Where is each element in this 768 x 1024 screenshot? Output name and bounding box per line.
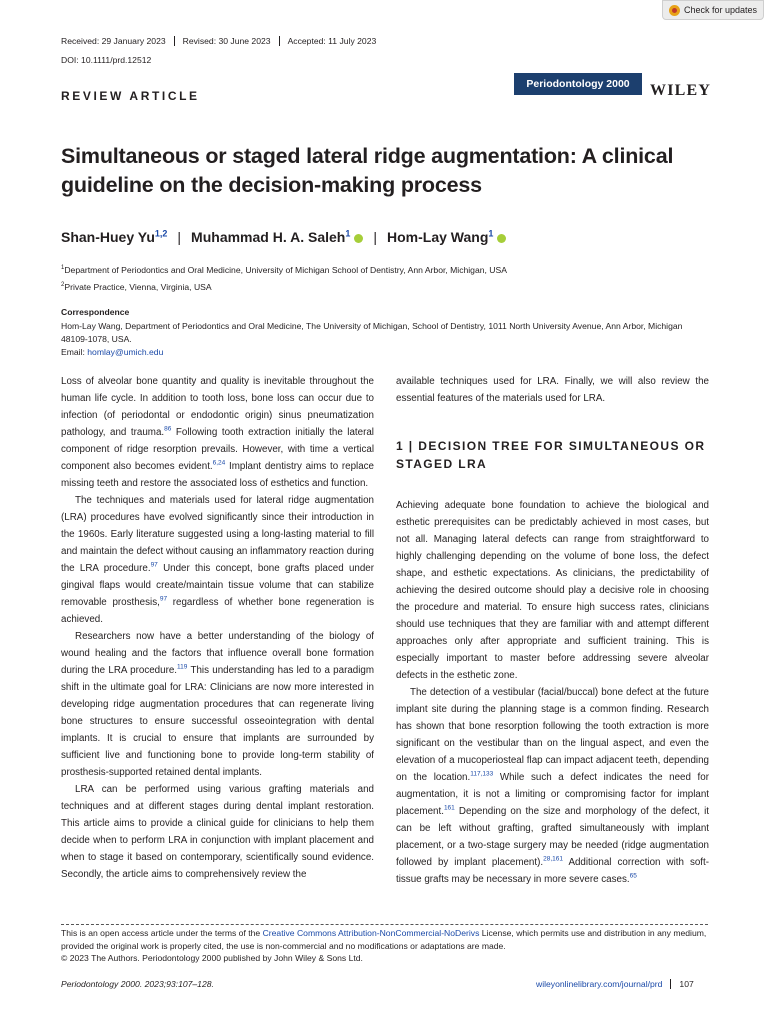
article-title: Simultaneous or staged lateral ridge augmentation: A clinical guideline on the decision-making process — [61, 144, 674, 197]
author-separator: | — [177, 229, 182, 245]
accepted-date: Accepted: 11 July 2023 — [279, 36, 385, 46]
citation-link[interactable]: 86 — [164, 425, 172, 433]
orcid-icon[interactable] — [354, 234, 363, 243]
affiliation-1: $^1$Department of Periodontics and Oral Medicine, University of Michigan School of Dentistry, Ann Arbor, Michigan, USA — [61, 265, 507, 275]
paragraph: The detection of a vestibular (facial/buccal) bone defect at the future implant site during the planning stage is a common finding. Research has shown that bone resorption following the tooth extraction is more significant on the vestibular than on the lingual aspect, and even the elevation of a mucoperiosteal flap can impact adjacent teeth, depending on the location.$^{117,133}$ While such a defect indicates the need for augmentation, it is not a limiting or compromising factor for implant placement.$^{161}$ Depending on the size and morphology of the defect, it can be left without grafting, grafted simultaneously with implant placement, or a two-stage surgery may be needed (ridge augmentation followed by implant placement).$^{28,161}$ Additional correction with soft-tissue grafts may be necessary in more severe cases.$^{65}$ — [396, 687, 709, 885]
email-link[interactable]: homlay@umich.edu — [87, 347, 164, 357]
paragraph: Loss of alveolar bone quantity and quality is inevitable throughout the human life cycle. In addition to tooth loss, bone loss can occur due to infection (of periodontal or endodontic origin) sinus pneumatization pathology, and trauma.$^{86}$ Following tooth extraction initially the lateral component of ridge resorption prevails. However, with time a vertical component also becomes evident.$^{6,24}$ Implant dentistry aims to replace missing teeth and restore the associated loss of esthetics and function. — [61, 376, 374, 489]
author-3[interactable]: Hom-Lay Wang$^1$ — [387, 228, 494, 245]
citation-link[interactable]: 6,24 — [212, 459, 226, 467]
affiliation-2: $^2$Private Practice, Vienna, Virginia, USA — [61, 282, 212, 292]
check-for-updates-button[interactable] — [662, 0, 764, 20]
citation-link[interactable]: 28,161 — [543, 855, 563, 863]
license-link[interactable]: Creative Commons Attribution-NonCommercial-NoDerivs — [262, 928, 480, 938]
paragraph: available techniques used for LRA. Finally, we will also review the essential features of the materials used for LRA. — [396, 376, 709, 404]
paragraph: Researchers now have a better understanding of the biology of wound healing and the factors that influence overall bone formation during the LRA procedure.$^{119}$ This understanding has led to a paradigm shift in the ultimate goal for LRA: Clinicians are now more interested in developing ridge augmentation procedures that can regenerate living bone structures to ensure successful osseointegration with dental implants. It is crucial to ensure that implants are surrounded by sufficient live and functioning bone to provide long-term stability of prosthesis-supported retained dental implants. — [61, 631, 375, 778]
citation-link[interactable]: 65 — [629, 872, 637, 880]
paragraph: LRA can be performed using various grafting materials and techniques and at different stages during dental implant restoration. This article aims to provide a clinical guide for clinicians to help them decide when to perform LRA in conjunction with implant placement and when to stage it based on contemporary, scientifically sound evidence. Secondly, the article aims to comprehensively review the — [61, 784, 374, 880]
citation-link[interactable]: 97 — [159, 595, 168, 603]
author-2[interactable]: Muhammad H. A. Saleh$^1$ — [191, 228, 351, 245]
citation-link[interactable]: 161 — [443, 804, 455, 812]
paragraph: The techniques and materials used for lateral ridge augmentation (LRA) procedures have evolved significantly since their introduction in the 1960s. Early literature suggested using a long-lasting material to fill and maintain the defect without causing an inflammatory reaction during the LRA procedure.$^{97}$ Under this concept, bone grafts placed under gingival flaps would create/maintain tissue volume that can stabilize removable prosthesis,$^{97}$ regardless of whether bone regeneration is achieved. — [61, 495, 374, 625]
author-1[interactable]: Shan-Huey Yu$^{1,2}$ — [61, 228, 168, 245]
author-list — [61, 229, 506, 245]
footer-right — [536, 979, 694, 989]
correspondence-text: Hom-Lay Wang, Department of Periodontics and Oral Medicine, The University of Michigan, School of Dentistry, 1011 North University Avenue, Ann Arbor, Michigan 48109-1078, USA. Email: homlay@umich.edu — [61, 321, 683, 357]
citation-link[interactable]: 119 — [177, 663, 188, 671]
update-badge-icon — [669, 5, 680, 16]
citation-link[interactable]: 97 — [150, 561, 158, 569]
author-separator: | — [373, 229, 377, 245]
revised-date: Revised: 30 June 2023 — [174, 36, 279, 46]
left-column — [61, 373, 374, 883]
journal-badge[interactable]: Periodontology 2000 — [514, 73, 642, 95]
orcid-icon[interactable] — [497, 234, 506, 243]
section-heading: 1 | DECISION TREE FOR SIMULTANEOUS OR STAGED LRA — [396, 439, 706, 471]
page-number: 107 — [670, 979, 693, 989]
received-date: Received: 29 January 2023 — [61, 36, 166, 46]
correspondence-heading: Correspondence — [61, 307, 130, 317]
copyright: © 2023 The Authors. Periodontology 2000 published by John Wiley & Sons Ltd. — [61, 953, 363, 964]
check-for-updates-label: Check for updates — [684, 5, 758, 15]
footnote-divider — [61, 924, 708, 925]
article-type: REVIEW ARTICLE — [61, 89, 200, 103]
doi[interactable]: DOI: 10.1111/prd.12512 — [61, 55, 152, 65]
footer-citation: Periodontology 2000. 2023;93:107–128. — [61, 979, 214, 989]
publisher-logo: WILEY — [650, 82, 712, 99]
paragraph: Achieving adequate bone foundation to achieve the biological and esthetic prerequisites can be predictably achieved in most cases, but not all. Managing lateral defects can range from straightforward to highly challenging depending on the volume of bone loss, the defect shape, and esthetic expectations. As clinicians, the predictability of achieving the desired outcome should play a decisive role in choosing the procedure and material. To ensure high success rates, clinicians should use techniques that they are familiar with and attempt different approaches only after appropriate and sufficient training. This is especially important to master before addressing severe alveolar defects in the esthetic zone. — [396, 500, 709, 681]
open-access-notice: This is an open access article under the terms of the Creative Commons Attribution-NonCommercial-NoDerivs License, which permits use and distribution in any medium, provided the original work is properly cited, the use is non-commercial and no modifications or adaptations are made. © 2023 The Authors. Periodontology 2000 published by John Wiley & Sons Ltd. — [61, 927, 711, 965]
citation-link[interactable]: 117,133 — [470, 770, 494, 778]
right-column — [396, 373, 709, 888]
article-dates — [61, 36, 384, 46]
journal-url-link[interactable]: wileyonlinelibrary.com/journal/prd — [536, 979, 663, 989]
